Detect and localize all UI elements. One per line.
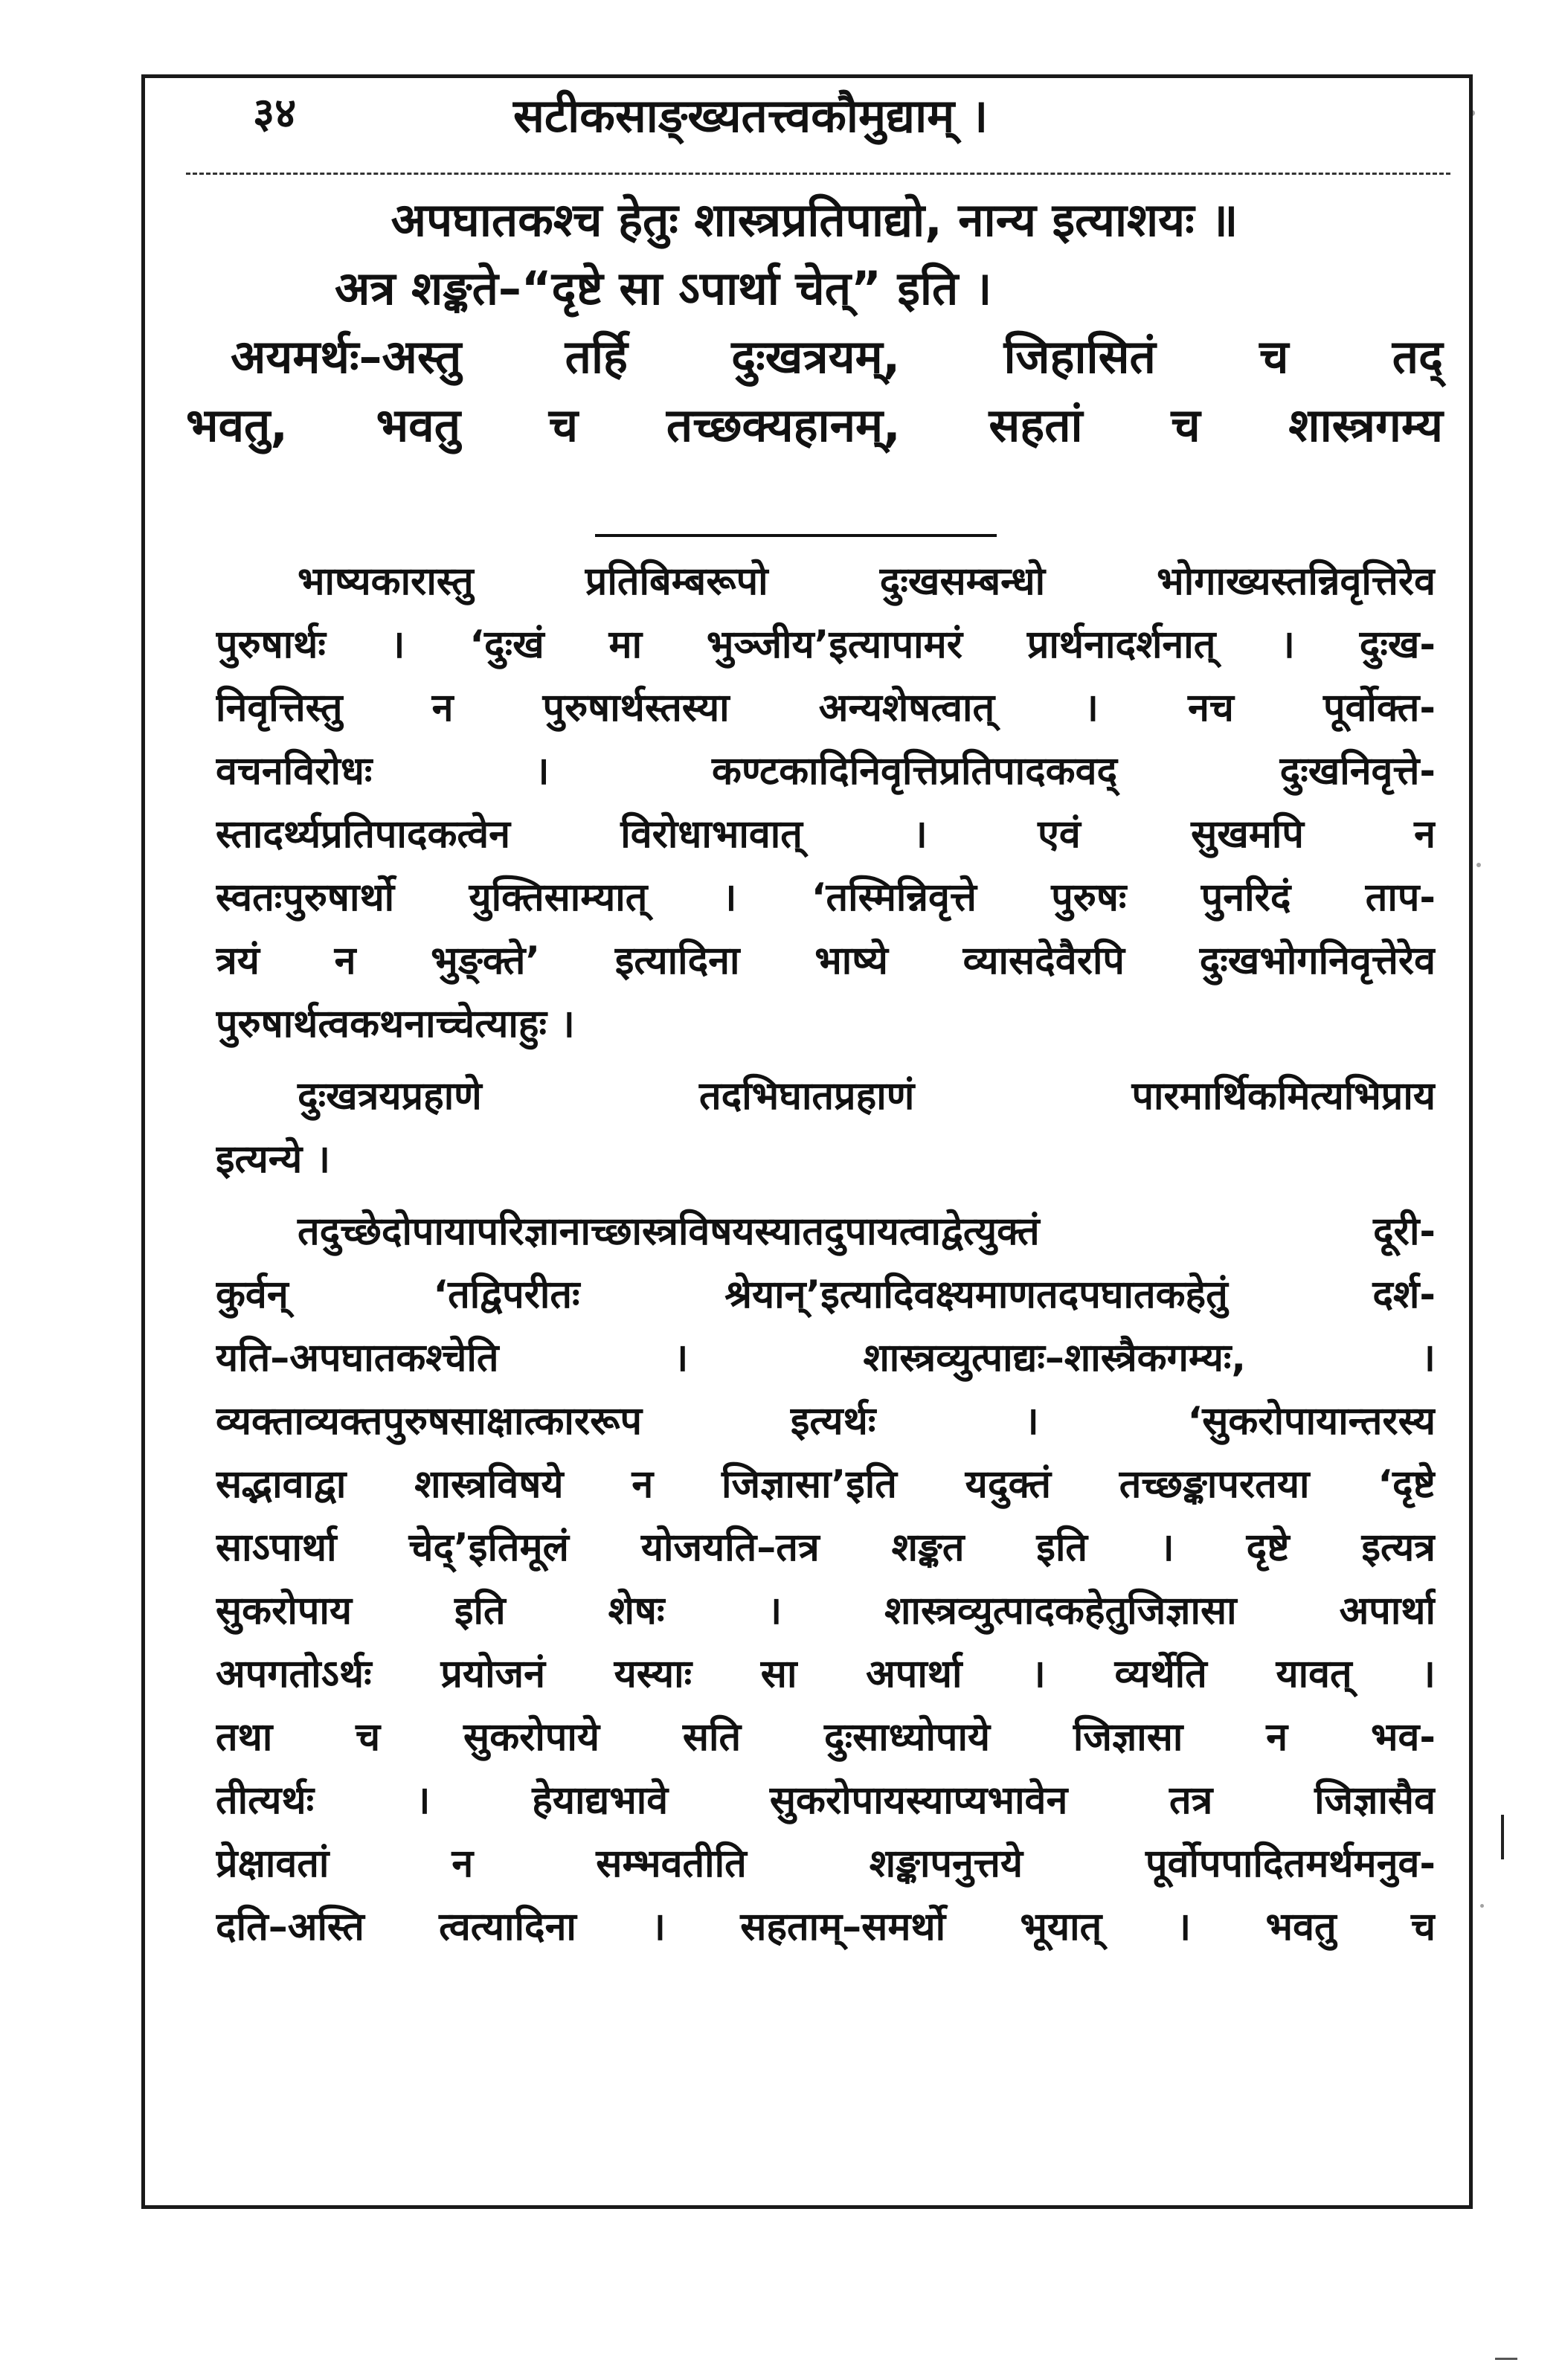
commentary-line: यति–अपघातकश्चेति । शास्त्रव्युत्पाद्यः–शास्त्रैकगम्यः, । — [216, 1336, 1436, 1380]
commentary-paragraph — [216, 1065, 1436, 1191]
commentary-line: निवृत्तिस्तु न पुरुषार्थस्तस्या अन्यशेषत्वात् । नच पूर्वोक्त- — [216, 686, 1436, 730]
commentary-line: तदुच्छेदोपायापरिज्ञानाच्छास्त्रविषयस्यातदुपायत्वाद्वेत्युक्तं दूरी- — [298, 1209, 1436, 1254]
commentary-line: स्तादर्थ्यप्रतिपादकत्वेन विरोधाभावात् । एवं सुखमपि न — [216, 812, 1436, 857]
commentary-line: कुर्वन् ‘तद्विपरीतः श्रेयान्’इत्यादिवक्ष्यमाणतदपघातकहेतुं दर्श- — [216, 1273, 1436, 1317]
commentary-line: प्रेक्षावतां न सम्भवतीति शङ्कापनुत्तये पूर्वोपपादितमर्थमनुव- — [216, 1842, 1436, 1886]
commentary-line: स्वतःपुरुषार्थो युक्तिसाम्यात् । ‘तस्मिन्निवृत्ते पुरुषः पुनरिदं ताप- — [216, 875, 1436, 920]
scan-speck — [1480, 1904, 1484, 1908]
mula-line: अपघातकश्च हेतुः शास्त्रप्रतिपाद्यो, नान्य इत्याशयः ॥ — [390, 193, 1238, 247]
mula-line: अत्र शङ्कते–“दृष्टे सा ऽपार्था चेत्” इति । — [335, 261, 992, 315]
commentary-block — [216, 550, 1436, 1968]
page-number: ३४ — [253, 89, 297, 138]
margin-mark — [1501, 1815, 1504, 1859]
commentary-line: तीत्यर्थः । हेयाद्यभावे सुकरोपायस्याप्यभावेन तत्र जिज्ञासैव — [216, 1778, 1436, 1823]
commentary-line: साऽपार्था चेद्’इतिमूलं योजयति–तत्र शङ्कत इति । दृष्टे इत्यत्र — [216, 1525, 1436, 1570]
mula-text-block — [186, 186, 1443, 460]
commentary-line: पुरुषार्थः । ‘दुःखं मा भुञ्जीय’इत्यापामरं प्रार्थनादर्शनात् । दुःख- — [216, 623, 1436, 667]
commentary-line: त्रयं न भुङ्क्ते’ इत्यादिना भाष्ये व्यासदेवैरपि दुःखभोगनिवृत्तेरेव — [216, 939, 1436, 983]
commentary-line: सुकरोपाय इति शेषः । शास्त्रव्युत्पादकहेतुजिज्ञासा अपार्था — [216, 1589, 1436, 1633]
mula-line: भवतु, भवतु च तच्छक्यहानम्, सहतां च शास्त्रगम्य — [186, 398, 1443, 452]
commentary-line: तथा च सुकरोपाये सति दुःसाध्योपाये जिज्ञासा न भव- — [216, 1715, 1436, 1760]
commentary-line: पुरुषार्थत्वकथनाच्चेत्याहुः । — [216, 1002, 575, 1046]
commentary-line: दुःखत्रयप्रहाणे तदभिघातप्रहाणं पारमार्थिकमित्यभिप्राय — [298, 1074, 1436, 1119]
commentary-line: इत्यन्ये । — [216, 1137, 331, 1182]
header-rule — [186, 173, 1450, 175]
commentary-line: दति–अस्ति त्वत्यादिना । सहताम्–समर्थो भूयात् । भवतु च — [216, 1905, 1436, 1949]
commentary-paragraph — [216, 1200, 1436, 1959]
section-divider — [595, 534, 997, 537]
commentary-line: व्यक्ताव्यक्तपुरुषसाक्षात्काररूप इत्यर्थः । ‘सुकरोपायान्तरस्य — [216, 1399, 1436, 1444]
commentary-line: सद्भावाद्वा शास्त्रविषये न जिज्ञासा’इति यदुक्तं तच्छङ्कापरतया ‘दृष्टे — [216, 1462, 1436, 1507]
scan-speck — [1476, 863, 1481, 867]
margin-mark — [1495, 2358, 1517, 2360]
mula-line: अयमर्थः–अस्तु तर्हि दुःखत्रयम्, जिहासितं च तद् — [231, 329, 1443, 384]
commentary-line: अपगतोऽर्थः प्रयोजनं यस्याः सा अपार्था । व्यर्थेति यावत् । — [216, 1652, 1436, 1696]
commentary-line: वचनविरोधः । कण्टकादिनिवृत्तिप्रतिपादकवद् दुःखनिवृत्ते- — [216, 749, 1436, 794]
commentary-paragraph — [216, 550, 1436, 1056]
running-title: सटीकसाङ्ख्यतत्त्वकौमुद्याम् । — [513, 89, 989, 143]
commentary-line: भाष्यकारास्तु प्रतिबिम्बरूपो दुःखसम्बन्धो भोगाख्यस्तन्निवृत्तिरेव — [298, 559, 1436, 604]
